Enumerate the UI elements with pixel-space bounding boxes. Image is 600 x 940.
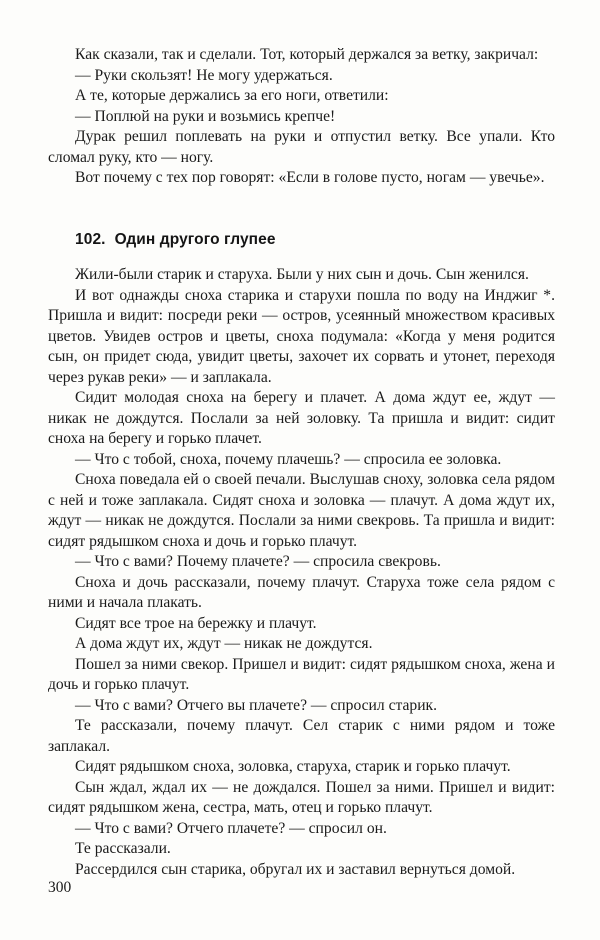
paragraph: Пошел за ними свекор. Пришел и видит: сидят рядышком сноха, жена и дочь и горько плачут. — [48, 655, 555, 693]
paragraph: А те, которые держались за его ноги, ответили: — [75, 87, 389, 104]
paragraph: А дома ждут их, ждут — никак не дождутся. — [75, 635, 373, 652]
paragraph: — Руки скользят! Не могу удержаться. — [75, 66, 333, 84]
paragraph: И вот однажды сноха старика и старухи пошла по воду на Инджиг *. Пришла и видит: посреди реки — остров, усеянный множеством красивых цветов. Увидев остров и цветы, сноха подумала: «Когда у меня родится сын, он придет сюда, увидит цветы, захочет их сорвать и утонет, переходя через рукав реки» — и заплакала. — [48, 286, 555, 386]
paragraph: Рассердился сын старика, обругал их и заставил вернуться домой. — [75, 860, 516, 878]
previous-story-ending — [48, 45, 555, 189]
paragraph: Сноха и дочь рассказали, почему плачут. Старуха тоже села рядом с ними и начала плакать. — [48, 573, 555, 611]
page-number: 300 — [48, 879, 72, 896]
story-title: Один другого глупее — [114, 231, 276, 248]
paragraph: — Что с вами? Почему плачете? — спросила свекровь. — [75, 553, 441, 570]
story-body — [48, 265, 555, 880]
paragraph: Те рассказали. — [75, 840, 171, 857]
paragraph: — Что с вами? Отчего плачете? — спросил он. — [75, 819, 387, 837]
story-number: 102. — [75, 231, 106, 248]
paragraph: Жили-были старик и старуха. Были у них сын и дочь. Сын женился. — [75, 266, 529, 283]
paragraph: Сидят рядышком сноха, золовка, старуха, старик и горько плачут. — [75, 758, 511, 775]
paragraph: Вот почему с тех пор говорят: «Если в голове пусто, ногам — увечье». — [75, 169, 545, 186]
paragraph: — Что с вами? Отчего вы плачете? — спросил старик. — [75, 696, 438, 714]
paragraph: Как сказали, так и сделали. Тот, который держался за ветку, закричал: — [75, 46, 539, 63]
paragraph: Сидят все трое на бережку и плачут. — [75, 614, 317, 632]
paragraph: Дурак решил поплевать на руки и отпустил ветку. Все упали. Кто сломал руку, кто — ногу. — [48, 128, 555, 166]
paragraph: — Поплюй на руки и возьмись крепче! — [75, 107, 336, 125]
paragraph: Сидит молодая сноха на берегу и плачет. А дома ждут ее, ждут — никак не дождутся. Послали за ней золовку. Та пришла и видит: сидит сноха на берегу и горько плачет. — [48, 389, 555, 447]
paragraph: Те рассказали, почему плачут. Сел старик с ними рядом и тоже заплакал. — [48, 717, 555, 755]
paragraph: — Что с тобой, сноха, почему плачешь? — спросила ее золовка. — [75, 450, 502, 468]
story-heading — [75, 230, 276, 251]
paragraph: Сноха поведала ей о своей печали. Выслушав сноху, золовка села рядом с ней и тоже заплакала. Сидят сноха и золовка — плачут. А дома ждут их, ждут — никак не дождутся. Послали за ними свекровь. Та пришла и видит: сидят рядышком сноха и дочь и горько плачут. — [48, 471, 555, 550]
paragraph: Сын ждал, ждал их — не дождался. Пошел за ними. Пришел и видит: сидят рядышком жена, сестра, мать, отец и горько плачут. — [48, 778, 555, 816]
